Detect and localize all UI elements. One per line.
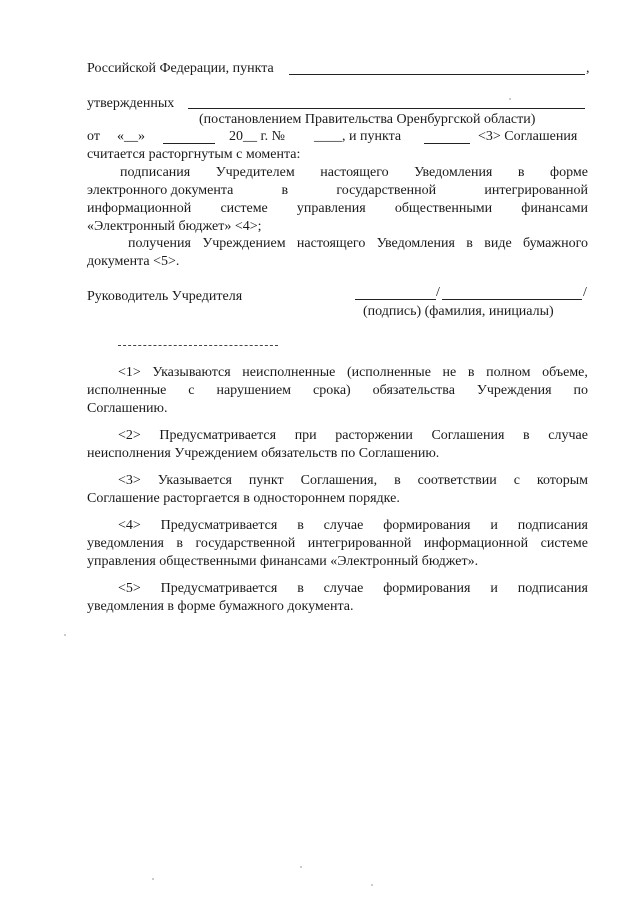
scan-speck xyxy=(509,98,511,100)
terminated-from-text: считается расторгнутым с момента: xyxy=(87,147,301,162)
date-year-number: 20__ г. № xyxy=(229,129,286,144)
scan-speck xyxy=(64,634,66,636)
option-electronic-line-3: информационной системе управления общественными финансами xyxy=(87,201,588,216)
signature-blank[interactable] xyxy=(355,299,436,300)
header-line-1: Российской Федерации, пункта xyxy=(87,61,274,76)
option-paper-line-1: получения Учреждением настоящего Уведомления в виде бумажного xyxy=(128,236,588,251)
footnote-2-line-2: неисполнения Учреждением обязательств по Соглашению. xyxy=(87,446,440,461)
footnote-separator xyxy=(118,345,278,346)
scan-speck xyxy=(152,878,154,880)
approved-caption: (постановлением Правительства Оренбургской области) xyxy=(199,112,536,127)
footnote-3-line-1: <3> Указывается пункт Соглашения, в соответствии с которым xyxy=(118,473,588,488)
signature-role: Руководитель Учредителя xyxy=(87,289,243,304)
footnote-5-line-2: уведомления в форме бумажного документа. xyxy=(87,599,354,614)
option-electronic-line-2: электронного документа в государственной интегрированной xyxy=(87,183,588,198)
footnote-1-line-3: Соглашению. xyxy=(87,401,168,416)
signature-separator-1: / xyxy=(436,285,440,300)
clause-blank-line[interactable] xyxy=(289,74,585,75)
option-electronic-line-1: подписания Учредителем настоящего Уведомления в форме xyxy=(120,165,588,180)
footnote-5-line-1: <5> Предусматривается в случае формирования и подписания xyxy=(118,581,588,596)
footnote-1-line-1: <1> Указываются неисполненные (исполненные не в полном объеме, xyxy=(118,365,588,380)
header-line-1-comma: , xyxy=(586,61,590,76)
scan-speck xyxy=(371,884,373,886)
footnote-3-line-2: Соглашение расторгается в одностороннем порядке. xyxy=(87,491,400,506)
scan-speck xyxy=(300,866,302,868)
footnote-4-line-3: управления общественными финансами «Электронный бюджет». xyxy=(87,554,479,569)
clause-number-blank[interactable] xyxy=(424,143,470,144)
footnote-4-line-2: уведомления в государственной интегрированной информационной системе xyxy=(87,536,588,551)
number-and-clause: ____, и пункта xyxy=(314,129,402,144)
name-initials-blank[interactable] xyxy=(442,299,582,300)
agreement-ref: <3> Соглашения xyxy=(478,129,578,144)
date-month-blank[interactable] xyxy=(163,143,215,144)
option-paper-line-2: документа <5>. xyxy=(87,254,180,269)
date-day-blank[interactable]: «__» xyxy=(117,129,145,144)
signature-caption: (подпись) (фамилия, инициалы) xyxy=(363,304,554,319)
footnote-4-line-1: <4> Предусматривается в случае формирования и подписания xyxy=(118,518,588,533)
signature-separator-2: / xyxy=(583,285,587,300)
approved-label: утвержденных xyxy=(87,96,175,111)
footnote-2-line-1: <2> Предусматривается при расторжении Соглашения в случае xyxy=(118,428,588,443)
option-electronic-line-4: «Электронный бюджет» <4>; xyxy=(87,219,262,234)
date-from-label: от xyxy=(87,129,100,144)
approved-blank-line[interactable] xyxy=(188,108,585,109)
footnote-1-line-2: исполненные с нарушением срока) обязательства Учреждения по xyxy=(87,383,588,398)
